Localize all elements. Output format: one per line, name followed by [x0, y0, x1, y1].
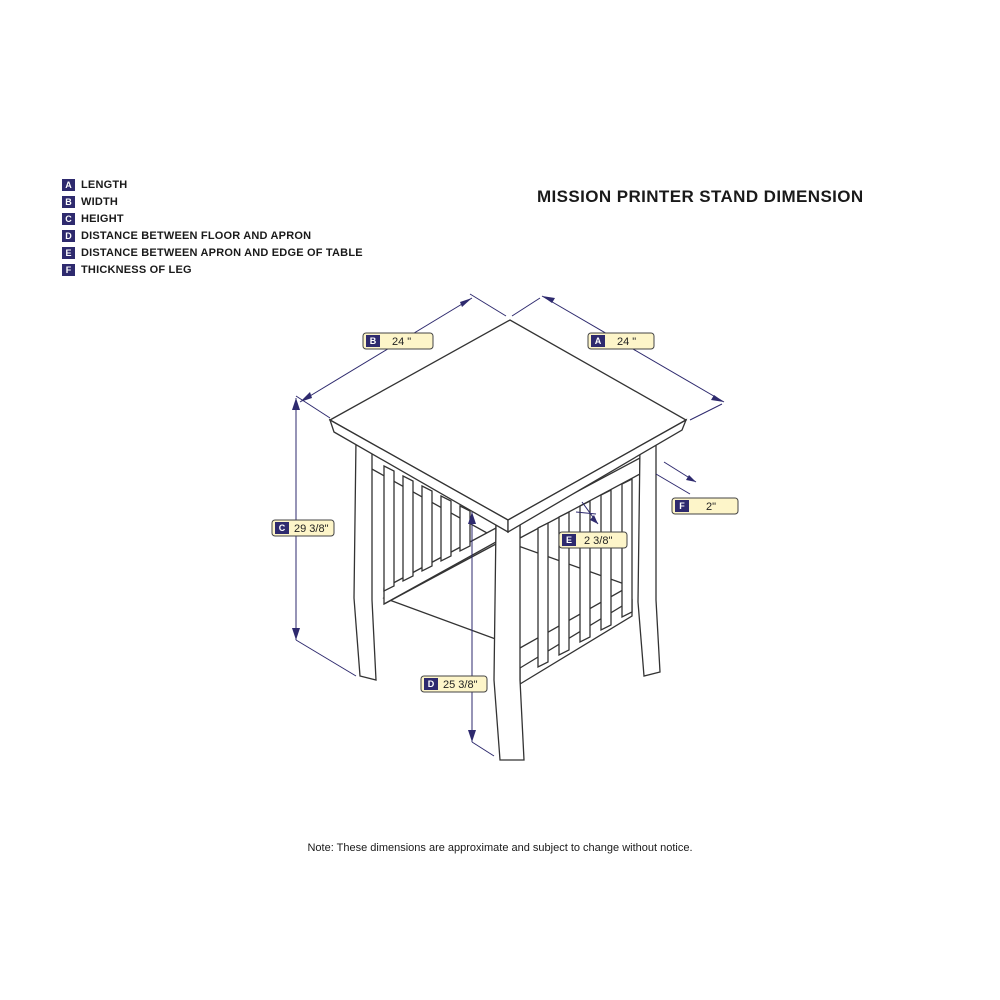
dim-value: 2"	[706, 501, 717, 513]
label-E	[559, 532, 627, 548]
dim-key: F	[679, 501, 685, 511]
dim-value: 29 3/8"	[294, 523, 329, 535]
dim-value: 25 3/8"	[443, 679, 478, 691]
dim-value: 24 "	[617, 336, 637, 348]
legend-key: B	[62, 196, 75, 208]
legend-label: DISTANCE BETWEEN APRON AND EDGE OF TABLE	[81, 246, 363, 259]
dim-key: A	[594, 336, 602, 346]
dim-key: C	[278, 523, 286, 533]
legend-key: A	[62, 179, 75, 191]
dim-value: 2 3/8"	[584, 535, 613, 547]
legend-label: DISTANCE BETWEEN FLOOR AND APRON	[81, 229, 312, 242]
dim-key: E	[565, 535, 573, 545]
label-B	[363, 333, 433, 349]
legend-key: C	[62, 213, 75, 225]
dim-key: D	[427, 679, 435, 689]
legend-label: LENGTH	[81, 178, 128, 191]
legend-key: E	[62, 247, 75, 259]
page-title: MISSION PRINTER STAND DIMENSION	[537, 187, 864, 206]
front-leg	[494, 524, 524, 760]
table-illustration	[330, 320, 686, 760]
label-A	[588, 333, 654, 349]
legend-label: HEIGHT	[81, 212, 124, 225]
legend-key: D	[62, 230, 75, 242]
legend-key: F	[62, 264, 75, 276]
legend-label: WIDTH	[81, 195, 119, 208]
label-F	[672, 498, 738, 514]
label-C	[272, 520, 334, 536]
left-leg	[354, 440, 376, 680]
disclaimer-note: Note: These dimensions are approximate and subject to change without notice.	[307, 842, 693, 854]
legend-label: THICKNESS OF LEG	[81, 263, 192, 276]
right-leg	[638, 440, 660, 676]
label-D	[421, 676, 487, 692]
dim-value: 24 "	[392, 336, 412, 348]
dim-key: B	[369, 336, 377, 346]
